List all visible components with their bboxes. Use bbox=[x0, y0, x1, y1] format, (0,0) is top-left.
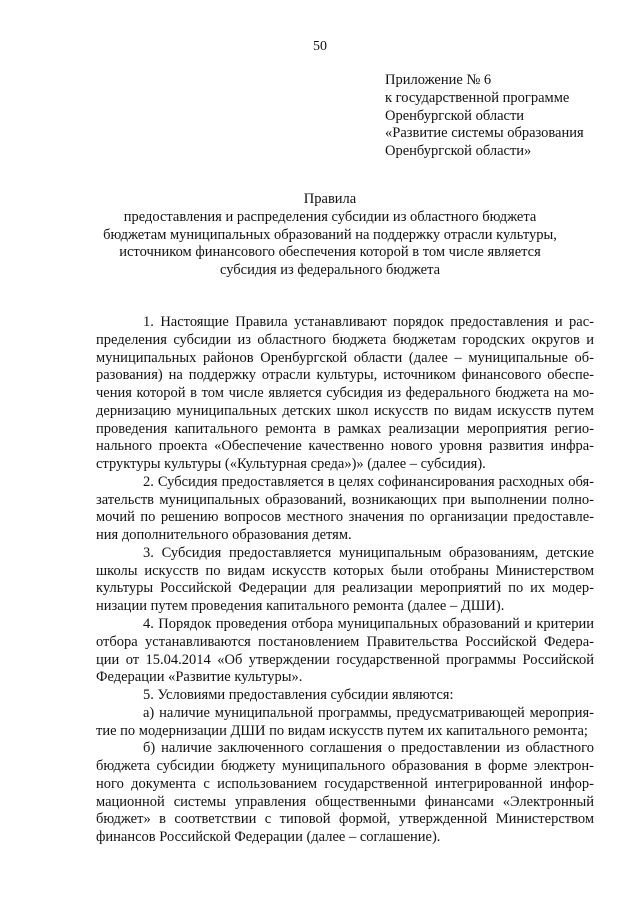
appendix-line: «Развитие системы образования bbox=[385, 125, 584, 142]
appendix-line: к государственной программе bbox=[385, 89, 570, 106]
paragraph-line: мочий по решению вопросов местного значения по организации предоставле- bbox=[96, 509, 594, 526]
appendix-line: Приложение № 6 bbox=[385, 72, 492, 88]
paragraph bbox=[96, 705, 594, 741]
paragraph-line: структуры культуры («Культурная среда»)» (далее – субсидия). bbox=[96, 456, 486, 473]
title-line: предоставления и распределения субсидии из областного бюджета bbox=[123, 208, 537, 225]
paragraph-line: отбора устанавливаются постановлением Правительства Российской Федера- bbox=[96, 633, 594, 650]
paragraph-line: бюджет» в соответствии с типовой формой, утвержденной Министерством bbox=[96, 811, 594, 828]
paragraph-line: проведения капитального ремонта в рамках реализации мероприятия регио- bbox=[96, 420, 594, 437]
paragraph-line: тие по модернизации ДШИ по видам искусств путем их капитального ремонта; bbox=[96, 722, 588, 739]
paragraph-line: школы искусств по видам искусств которых были отобраны Министерством bbox=[96, 562, 594, 579]
paragraph-line: разования) на поддержку отрасли культуры, источником финансового обеспе- bbox=[96, 367, 594, 384]
paragraph-line: 2. Субсидия предоставляется в целях софинансирования расходных обя- bbox=[143, 473, 594, 490]
paragraph bbox=[96, 474, 594, 545]
document-title bbox=[90, 191, 570, 280]
appendix-line: Оренбургской области» bbox=[385, 143, 532, 160]
title-line: источником финансового обеспечения которой в том числе является bbox=[119, 244, 541, 261]
title-line: субсидия из федерального бюджета bbox=[219, 262, 441, 279]
paragraph-line: дернизацию муниципальных детских школ искусств по видам искусств путем bbox=[96, 402, 594, 419]
paragraph-line: низации путем проведения капитального ремонта (далее – ДШИ). bbox=[96, 598, 505, 615]
paragraph-line: нального проекта «Обеспечение качественно нового уровня развития инфра- bbox=[96, 438, 594, 455]
paragraph bbox=[96, 687, 594, 705]
page-number: 50 bbox=[313, 39, 327, 54]
paragraph-line: ного документа с использованием государственной интегрированной инфор- bbox=[96, 775, 594, 792]
title-line: бюджетам муниципальных образований на поддержку отрасли культуры, bbox=[103, 226, 557, 243]
paragraph-line: а) наличие муниципальной программы, предусматривающей мероприя- bbox=[143, 704, 594, 721]
paragraph-line: пределения субсидии из областного бюджета бюджетам городских округов и bbox=[96, 331, 594, 348]
paragraph-line: б) наличие заключенного соглашения о предоставлении из областного bbox=[143, 740, 594, 757]
paragraph-line: 1. Настоящие Правила устанавливают порядок предоставления и рас- bbox=[143, 314, 594, 330]
paragraph-line: 4. Порядок проведения отбора муниципальных образований и критерии bbox=[143, 616, 594, 633]
paragraph-line: мационной системы управления общественными финансами «Электронный bbox=[96, 793, 594, 810]
paragraph-line: зательств муниципальных образований, возникающих при выполнении полно- bbox=[96, 491, 594, 508]
paragraph-line: финансов Российской Федерации (далее – соглашение). bbox=[96, 829, 441, 846]
paragraph-line: 5. Условиями предоставления субсидии являются: bbox=[143, 687, 454, 704]
document-body bbox=[96, 314, 594, 847]
paragraph bbox=[96, 545, 594, 616]
appendix-note bbox=[385, 72, 625, 161]
paragraph-line: бюджета субсидии бюджету муниципального образования в форме электрон- bbox=[96, 758, 594, 775]
paragraph bbox=[96, 740, 594, 847]
paragraph-line: культуры Российской Федерации для реализации мероприятий по их модер- bbox=[96, 580, 594, 597]
appendix-line: Оренбургской области bbox=[385, 107, 525, 124]
paragraph-line: 3. Субсидия предоставляется муниципальным образованиям, детские bbox=[143, 544, 594, 561]
title-line: Правила bbox=[303, 191, 357, 207]
paragraph-line: ции от 15.04.2014 «Об утверждении государственной программы Российской bbox=[96, 651, 594, 668]
paragraph-line: Федерации «Развитие культуры». bbox=[96, 669, 303, 686]
paragraph bbox=[96, 616, 594, 687]
paragraph-line: ния дополнительного образования детям. bbox=[96, 527, 352, 544]
paragraph bbox=[96, 314, 594, 474]
paragraph-line: чения которой в том числе является субсидия из федерального бюджета на мо- bbox=[96, 385, 594, 402]
paragraph-line: муниципальных районов Оренбургской области (далее – муниципальные об- bbox=[96, 349, 594, 366]
